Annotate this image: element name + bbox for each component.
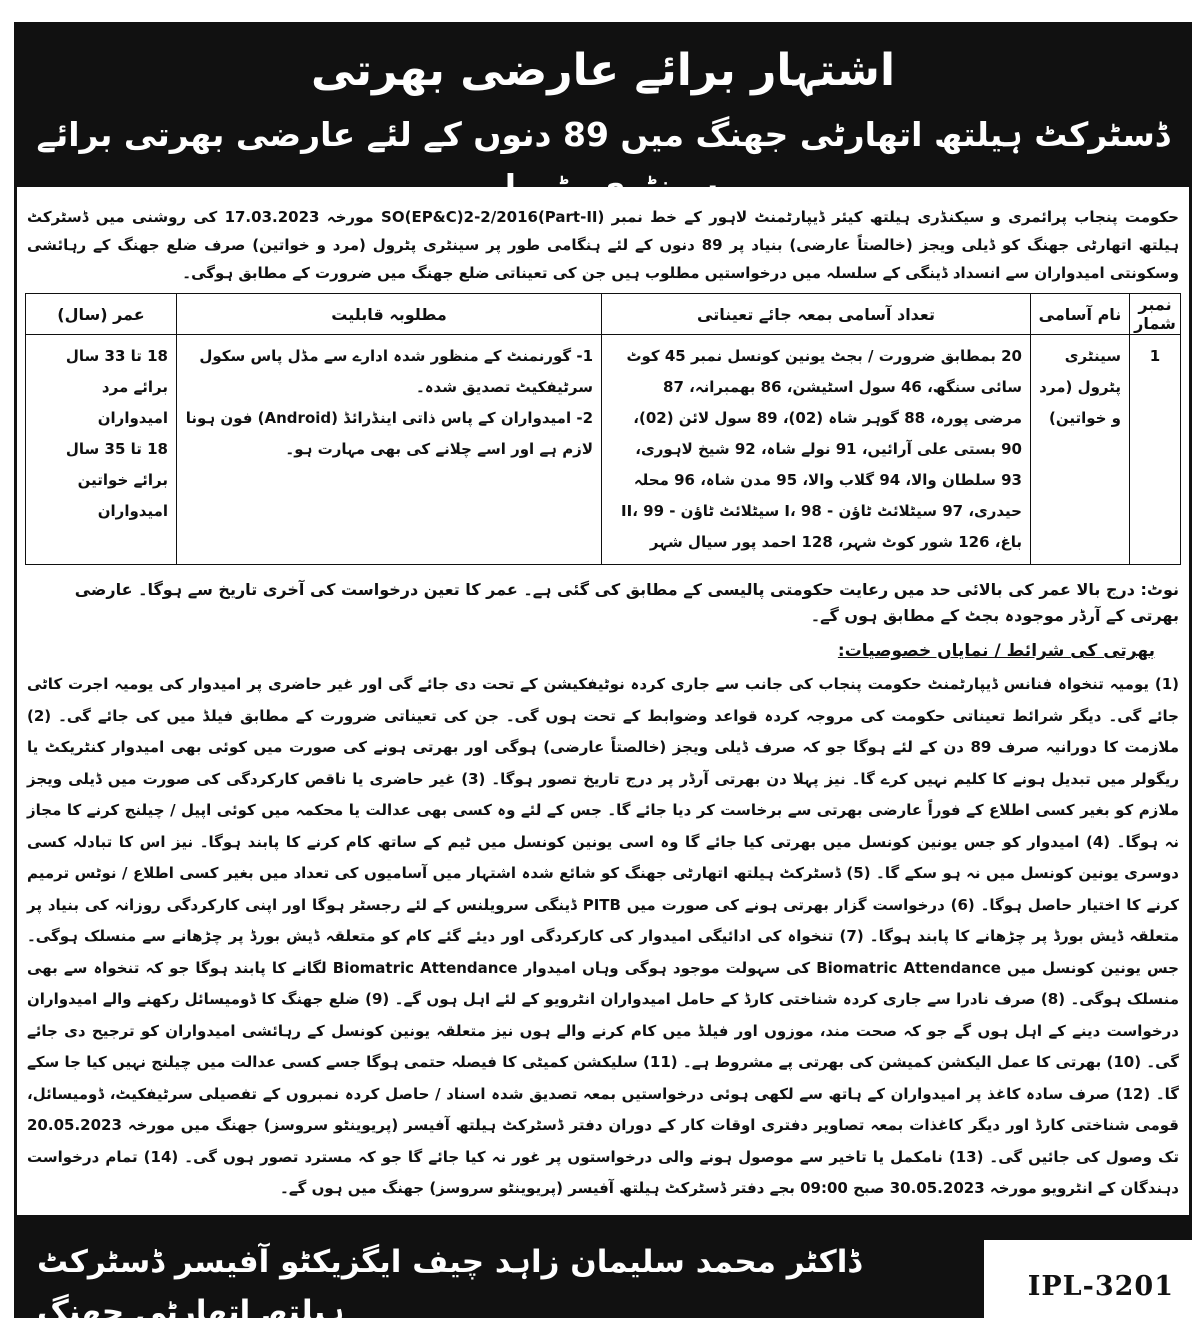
header-age: عمر (سال)	[26, 294, 177, 335]
ipl-code: IPL-3201	[1027, 1271, 1174, 1302]
advertisement-subtitle: ڈسٹرکٹ ہیلتھ اتھارٹی جھنگ میں 89 دنوں کے لئے عارضی بھرتی برائے سینٹری پٹرول	[36, 115, 1170, 206]
cell-age	[26, 335, 177, 565]
age-female: 18 تا 35 سال برائے خواتین امیدواران	[65, 440, 168, 520]
footer-banner	[17, 1215, 1189, 1330]
cell-serial-no: 1	[1130, 335, 1181, 565]
table-row	[26, 335, 1181, 565]
header-post-count: تعداد آسامی بمعہ جائے تعیناتی	[602, 294, 1031, 335]
conditions-heading: بھرتی کی شرائط / نمایاں خصوصیات:	[837, 641, 1155, 661]
cell-post-count: 20 بمطابق ضرورت / بجٹ یونین کونسل نمبر 45 کوٹ سائی سنگھ، 46 سول اسٹیشن، 86 بھمبرانہ، 87 مرضی پورہ، 88 گوہر شاہ (02)، 89 سول لائن (02)، 90 بستی علی آرائیں، 91 نولے شاہ، 92 شیخ لاہوری، 93 سلطان والا، 94 گلاب والا، 95 مدن شاہ، 96 محلہ حیدری، 97 سیٹلائٹ ٹاؤن - I، 98 سیٹلائٹ ٹاؤن - II، 99 باغ، 126 شور کوٹ شہر، 128 احمد پور سیال شہر	[602, 335, 1031, 565]
header-banner	[17, 25, 1189, 206]
posts-table	[25, 293, 1181, 565]
qualification-2: 2- امیدواران کے پاس ذاتی اینڈرائڈ (Android) فون ہونا لازم ہے اور اسے چلانے کی بھی مہارت ہو۔	[185, 409, 593, 458]
header-qualification: مطلوبہ قابلیت	[177, 294, 602, 335]
table-header-row	[26, 294, 1181, 335]
age-male: 18 تا 33 سال برائے مرد امیدواران	[65, 347, 168, 427]
header-serial-no: نمبر شمار	[1130, 294, 1181, 335]
signatory: ڈاکٹر محمد سلیمان زاہد چیف ایگزیکٹو آفیسر ڈسٹرکٹ ہیلتھ اتھارٹی جھنگ	[37, 1244, 862, 1330]
conditions-text: (1) یومیہ تنخواہ فنانس ڈیپارٹمنٹ حکومت پنجاب کی جانب سے جاری کردہ نوٹیفکیشن کے تحت دی جائے گی اور غیر حاضری پر امیدوار کی یومیہ اجرت کاٹی جائے گی۔ دیگر شرائط تعیناتی حکومت کی مروجہ کردہ قواعد وضوابط کے تحت ہوں گی۔ جن کی تعیناتی ضرورت کے مطابق فیلڈ میں کی جائے گی۔ (2) ملازمت کا دورانیہ صرف 89 دن کے لئے ہوگا جو کہ صرف ڈیلی ویجز (خالصتاً عارضی) ہوگی اور بھرتی ہونے کی صورت میں کوئی بھی امیدوار کنٹریکٹ یا ریگولر میں تبدیل ہونے کا کلیم نہیں کرے گا۔ نیز پہلا دن بھرتی آرڈر پر درج تاریخ تصور ہوگا۔ (3) غیر حاضری یا ناقص کارکردگی کی صورت میں ڈیلی ویجز ملازم کو بغیر کسی اطلاع کے فوراً عارضی بھرتی سے برخاست کر دیا جائے گا۔ جس کے لئے وہ کسی بھی عدالت یا محکمہ میں کوئی اپیل / چیلنج کرنے کا مجاز نہ ہوگا۔ (4) امیدوار کو جس یونین کونسل میں بھرتی کیا جائے گا وہ اسی یونین کونسل میں ٹیم کے ساتھ کام کرنے کا پابند ہوگا۔ نیز اس کا تبادلہ کسی دوسری یونین کونسل میں نہ ہو سکے گا۔ (5) ڈسٹرکٹ ہیلتھ اتھارٹی جھنگ کو شائع شدہ اشتہار میں آسامیوں کی تعداد میں بغیر کسی اطلاع / نوٹس ترمیم کرنے کا اختیار حاصل ہوگا۔ (6) درخواست گزار بھرتی ہونے کی صورت میں PITB ڈینگی سرویلنس کے لئے رجسٹر ہوگا اور اپنی کارکردگی روزانہ کی بنیاد پر متعلقہ ڈیش بورڈ پر چڑھانے کا پابند ہوگا۔ (7) تنخواہ کی ادائیگی امیدوار کی کارکردگی اور دیئے گئے کام کو متعلقہ ڈیش بورڈ پر چڑھانے سے منسلک ہوگی۔ جس یونین کونسل میں Biomatric Attendance کی سہولت موجود ہوگی وہاں امیدوار Biomatric Attendance لگانے کا پابند ہوگا جو کہ تنخواہ سے بھی منسلک ہوگی۔ (8) صرف نادرا سے جاری کردہ شناختی کارڈ کے حامل امیدواران انٹرویو کے لئے اہل ہوں گے۔ (9) ضلع جھنگ کا ڈومیسائل رکھنے والے امیدواران درخواست دینے کے اہل ہوں گے جو کہ صحت مند، موزوں اور فیلڈ میں کام کرنے والے ہوں نیز متعلقہ یونین کونسل کے رہائشی امیدواران کو ترجیح دی جائے گی۔ (10) بھرتی کا عمل الیکشن کمیشن کی بھرتی پے مشروط ہے۔ (11) سلیکشن کمیٹی کا فیصلہ حتمی ہوگا جسے کسی عدالت میں چیلنج نہیں کیا جا سکے گا۔ (12) صرف سادہ کاغذ پر امیدواران کے ہاتھ سے لکھی ہوئی درخواستیں بمعہ تصدیق شدہ اسناد / حاصل کردہ نمبروں کے تفصیلی سرٹیفکیٹ، ڈومیسائل، قومی شناختی کارڈ اور دیگر کاغذات بمعہ تصاویر دفتری اوقات کار کے دوران دفتر ڈسٹرکٹ ہیلتھ آفیسر (پریوینٹو سروسز) جھنگ میں مورخہ 20.05.2023 تک وصول کی جائیں گی۔ (13) نامکمل یا تاخیر سے موصول ہونے والی درخواستوں پر غور نہ کیا جائے گا جو کہ مسترد تصور ہوں گی۔ (14) تمام درخواست دہندگان کے انٹرویو مورخہ 30.05.2023 صبح 09:00 بجے دفتر ڈسٹرکٹ ہیلتھ آفیسر (پریوینٹو سروسز) جھنگ میں ہوں گے۔	[27, 675, 1180, 1197]
intro-paragraph: حکومت پنجاب پرائمری و سیکنڈری ہیلتھ کیئر ڈیپارٹمنٹ لاہور کے خط نمبر SO(EP&C)2-2/2016(Part-II) مورخہ 17.03.2023 کی روشنی میں ڈسٹرکٹ ہیلتھ اتھارٹی جھنگ کو ڈیلی ویجز (خالصتاً عارضی) بنیاد پر 89 دنوں کے لئے ہنگامی طور پر سینٹری پٹرول (مرد و خواتین) صرف ضلع جھنگ کے رہائشی وسکونتی امیدواران سے انسداد ڈینگی کے سلسلہ میں درخواستیں مطلوب ہیں جن کی تعیناتی ضلع جھنگ میں ضرورت کے مطابق ہوگی۔	[27, 208, 1179, 282]
qualification-1: 1- گورنمنٹ کے منظور شدہ ادارے سے مڈل پاس سکول سرٹیفکیٹ تصدیق شدہ۔	[199, 347, 593, 396]
cell-qualification	[177, 335, 602, 565]
ipl-box	[981, 1237, 1192, 1318]
age-note: نوٹ: درج بالا عمر کی بالائی حد میں رعایت حکومتی پالیسی کے مطابق کی گئی ہے۔ عمر کا تعین درخواست کی آخری تاریخ سے ہوگا۔ عارضی بھرتی کے آرڈر موجودہ بجٹ کے مطابق ہوں گے۔	[74, 580, 1179, 625]
cell-post-name: سینٹری پٹرول (مرد و خواتین)	[1031, 335, 1130, 565]
advertisement-title: اشتہار برائے عارضی بھرتی	[310, 45, 896, 96]
advertisement-page	[14, 22, 1192, 1330]
header-post-name: نام آسامی	[1031, 294, 1130, 335]
